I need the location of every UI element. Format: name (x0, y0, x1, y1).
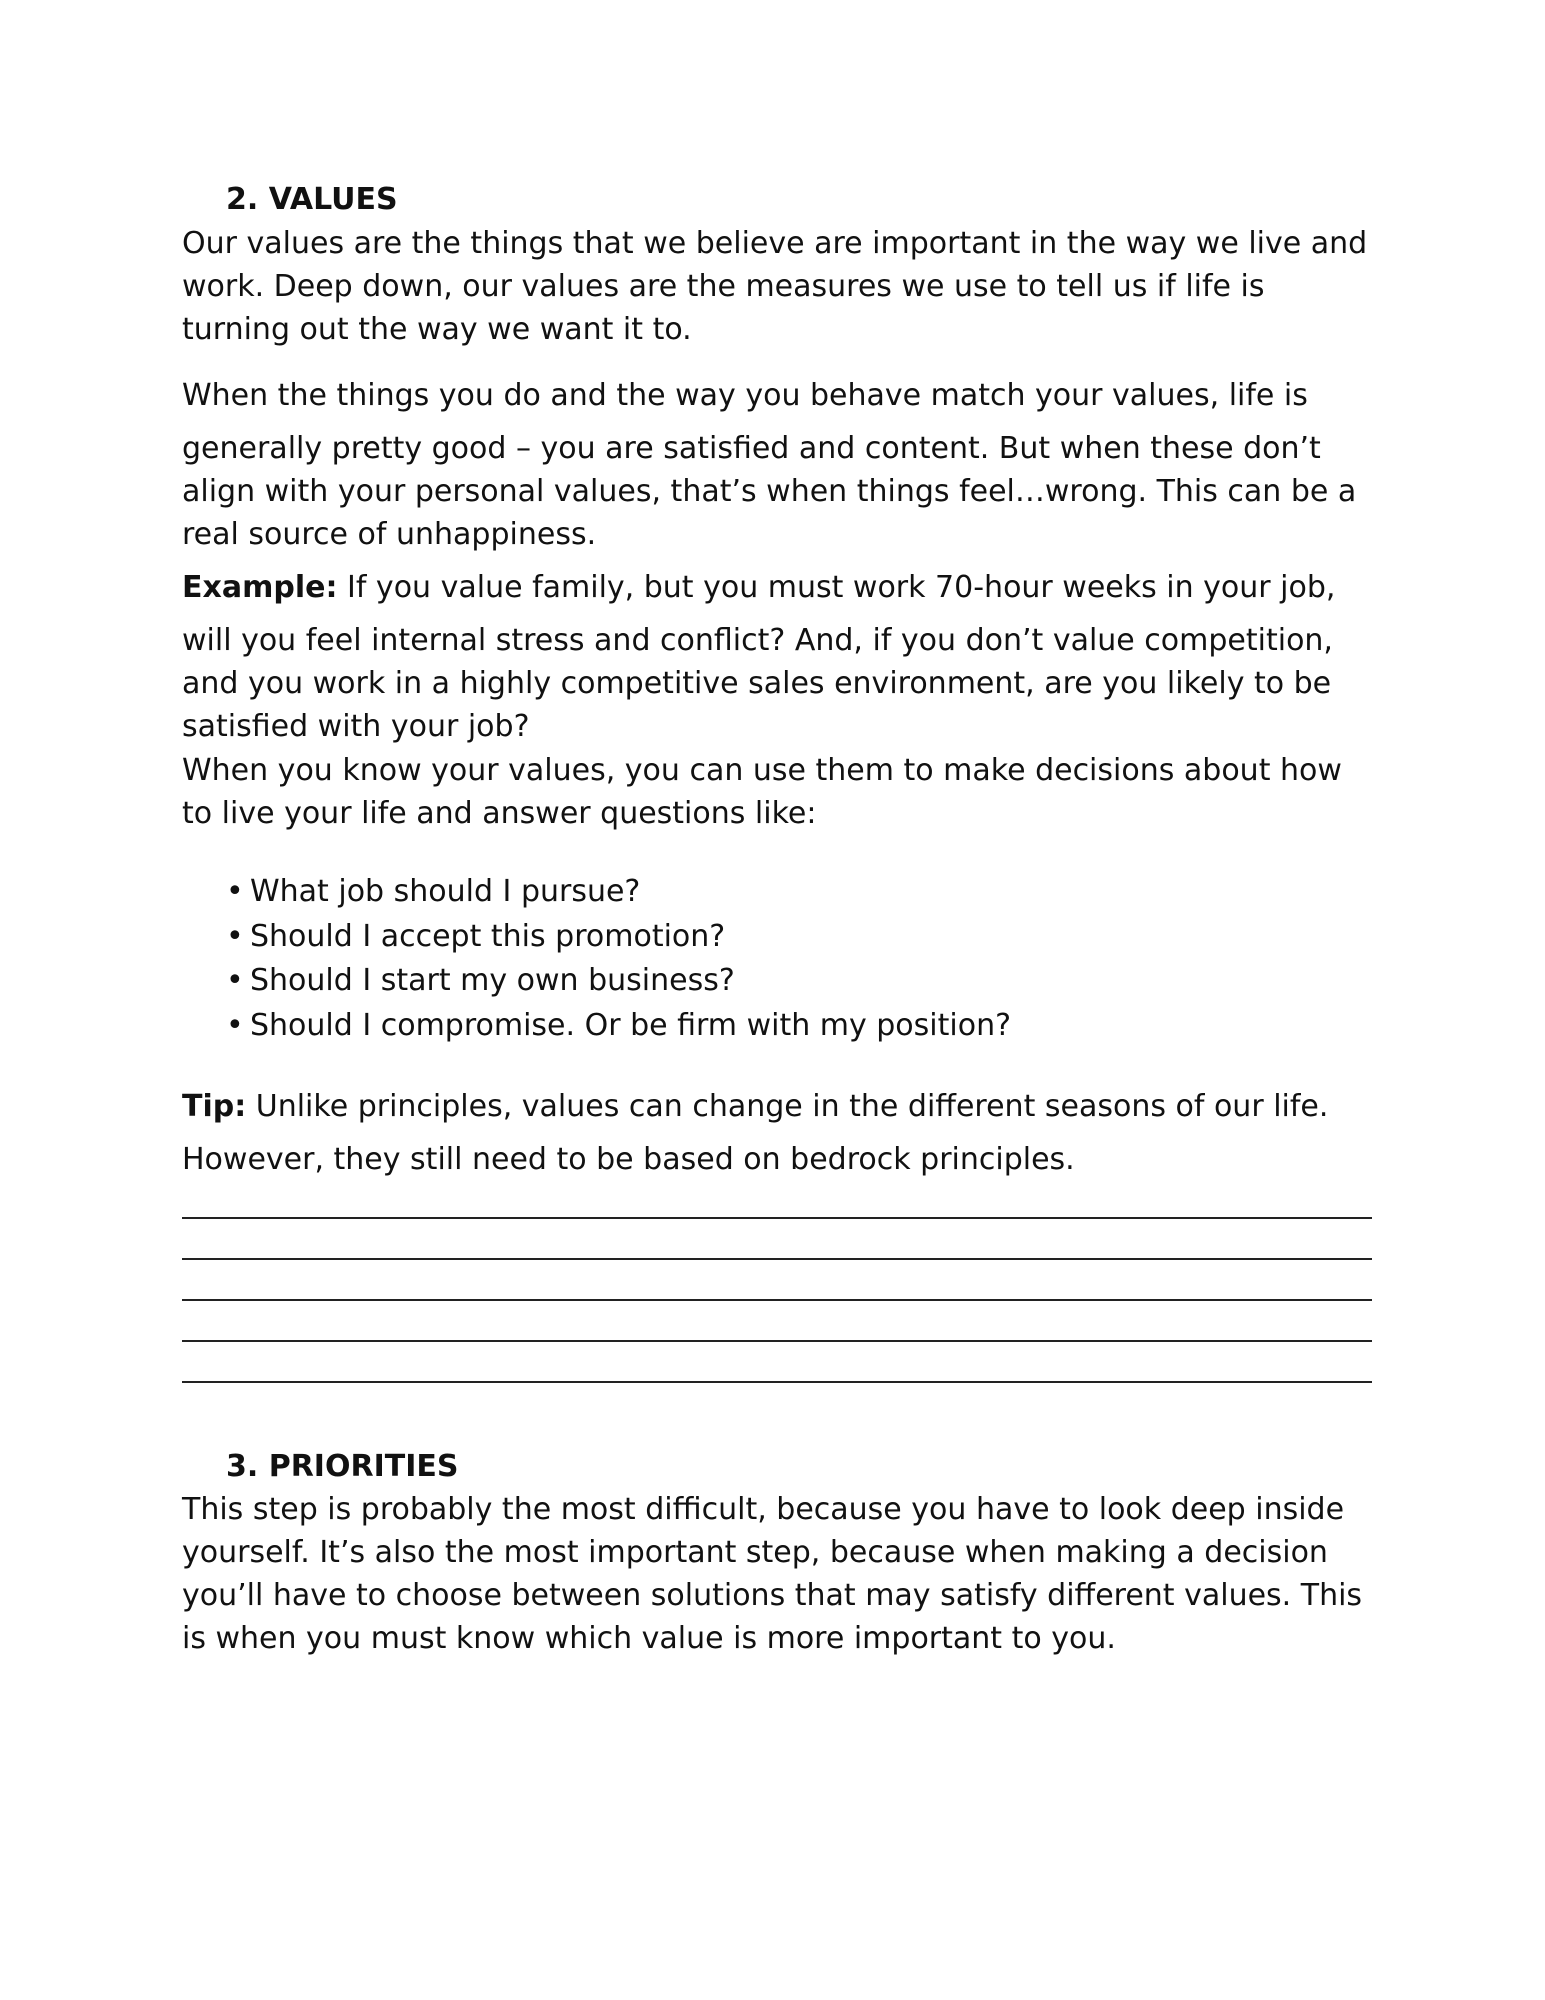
text-line: is when you must know which value is more important to you. (182, 1621, 1116, 1656)
bullet-icon: • (226, 918, 244, 954)
text-line: However, they still need to be based on bedrock principles. (182, 1142, 1075, 1177)
bullet-icon: • (226, 963, 244, 998)
values-know-paragraph (182, 749, 1382, 835)
answer-line[interactable] (182, 1301, 1372, 1342)
list-item (226, 959, 1011, 1004)
text-line: to live your life and answer questions like: (182, 796, 817, 831)
example-label: Example: (182, 570, 338, 605)
list-item-text: Should I start my own business? (250, 963, 735, 998)
values-example-paragraph (182, 566, 1382, 748)
text-line: real source of unhappiness. (182, 517, 597, 552)
list-item-text: Should I compromise. Or be firm with my position? (250, 1007, 1012, 1043)
text-line: When the things you do and the way you behave match your values, life is (182, 378, 1308, 413)
section-heading-values: 2. VALUES (226, 182, 398, 217)
text-line: turning out the way we want it to. (182, 312, 692, 347)
text-line: This step is probably the most difficult, because you have to look deep inside (182, 1492, 1345, 1527)
values-tip-paragraph (182, 1085, 1382, 1181)
text-line: and you work in a highly competitive sales environment, are you likely to be (182, 666, 1332, 701)
list-item (226, 915, 1011, 960)
answer-lines (182, 1178, 1372, 1383)
text-line: yourself. It’s also the most important step, because when making a decision (182, 1535, 1328, 1570)
text-line: work. Deep down, our values are the measures we use to tell us if life is (182, 269, 1265, 304)
list-item (226, 1004, 1011, 1049)
example-text: If you value family, but you must work 70-hour weeks in your job, (337, 570, 1336, 605)
text-line: you’ll have to choose between solutions that may satisfy different values. This (182, 1578, 1363, 1613)
text-line: will you feel internal stress and conflict? And, if you don’t value competition, (182, 623, 1333, 658)
bullet-icon: • (226, 874, 244, 909)
values-intro-paragraph (182, 222, 1382, 351)
text-line (182, 1085, 1382, 1128)
answer-line[interactable] (182, 1260, 1372, 1301)
text-line (182, 566, 1382, 609)
answer-line[interactable] (182, 1178, 1372, 1219)
list-item-text: What job should I pursue? (250, 874, 641, 909)
text-line: When you know your values, you can use them to make decisions about how (182, 753, 1342, 788)
text-line: generally pretty good – you are satisfied and content. But when these don’t (182, 431, 1321, 466)
tip-label: Tip: (182, 1089, 247, 1124)
values-question-list (226, 870, 1011, 1048)
answer-line[interactable] (182, 1342, 1372, 1383)
text-line: align with your personal values, that’s when things feel…wrong. This can be a (182, 474, 1357, 509)
text-line: satisfied with your job? (182, 709, 530, 744)
tip-text: Unlike principles, values can change in the different seasons of our life. (246, 1089, 1329, 1124)
priorities-paragraph (182, 1488, 1382, 1660)
section-heading-priorities: 3. PRIORITIES (226, 1449, 459, 1484)
bullet-icon: • (226, 1007, 244, 1043)
values-match-paragraph (182, 374, 1382, 556)
text-line: Our values are the things that we believe are important in the way we live and (182, 226, 1368, 261)
answer-line[interactable] (182, 1219, 1372, 1260)
list-item-text: Should I accept this promotion? (250, 918, 726, 954)
list-item (226, 870, 1011, 915)
